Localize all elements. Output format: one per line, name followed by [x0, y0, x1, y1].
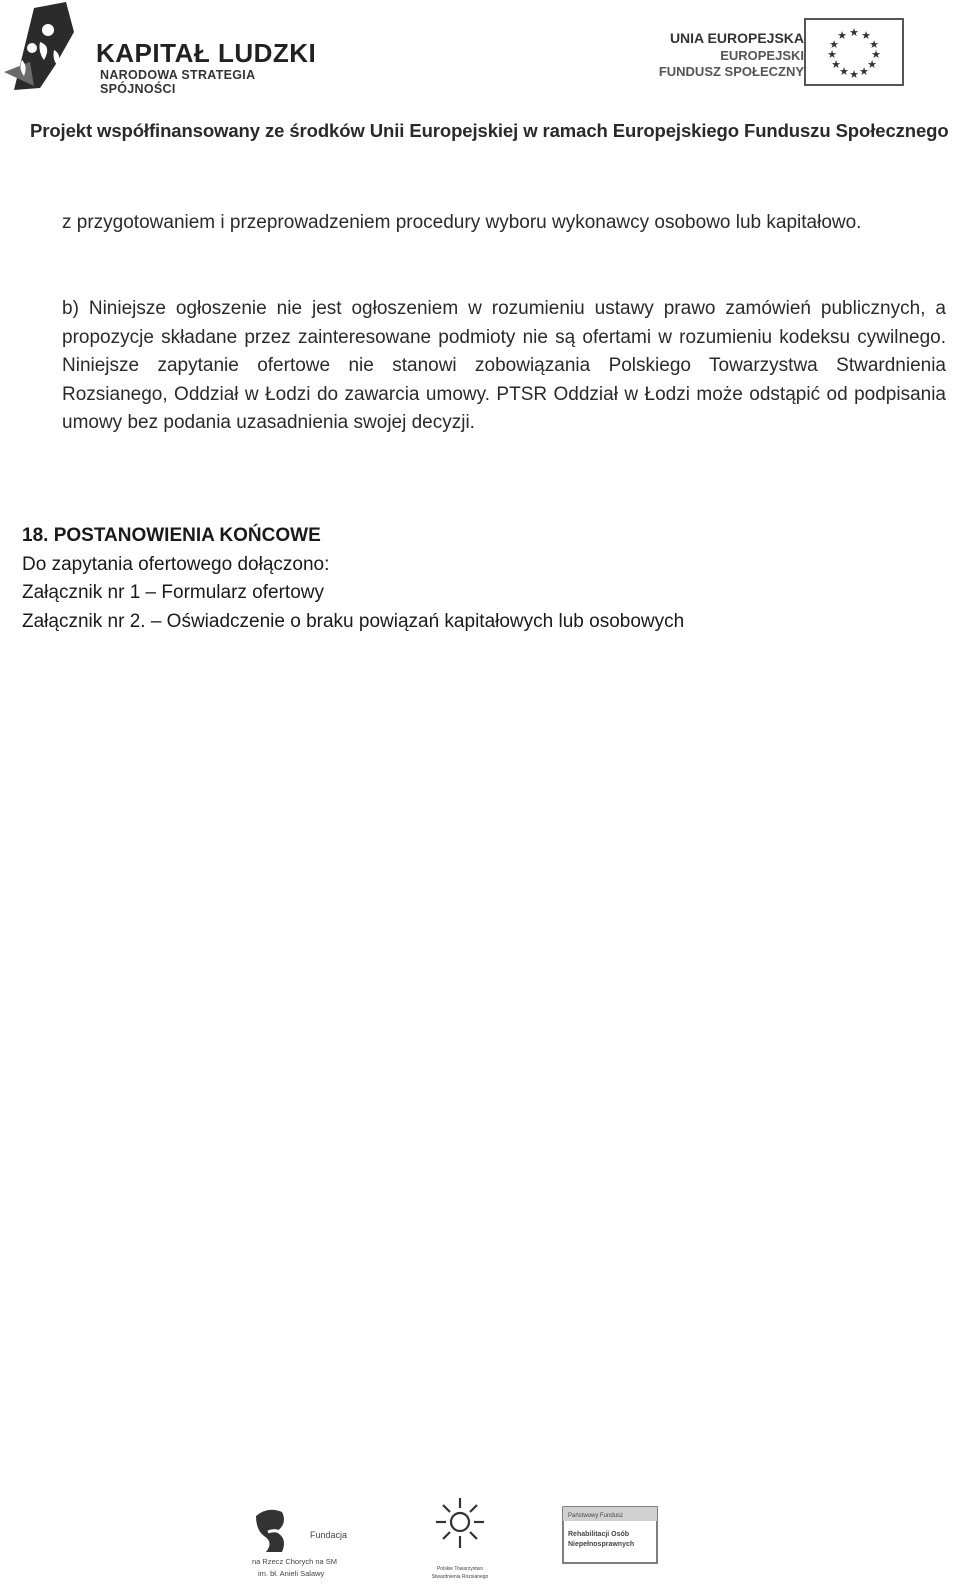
svg-text:★: ★ — [871, 48, 881, 61]
svg-text:★: ★ — [861, 29, 871, 42]
footer-logo1-line3: im. bł. Anieli Salawy — [258, 1569, 325, 1578]
svg-text:★: ★ — [837, 29, 847, 42]
svg-text:★: ★ — [829, 38, 839, 51]
document-footer — [0, 1490, 960, 1593]
svg-text:★: ★ — [849, 26, 859, 39]
svg-text:★: ★ — [849, 68, 859, 81]
ptsr-logo — [430, 1494, 490, 1586]
kapital-ludzki-subtitle: NARODOWA STRATEGIA SPÓJNOŚCI — [100, 68, 255, 96]
footer-logo2-line1: Polskie Towarzystwo — [436, 1566, 484, 1572]
pfron-logo — [562, 1506, 658, 1564]
section-final-provisions — [22, 522, 922, 636]
svg-text:★: ★ — [869, 38, 879, 51]
kapital-ludzki-title: KAPITAŁ LUDZKI — [96, 38, 317, 68]
svg-text:★: ★ — [827, 48, 837, 61]
footer-logo1-line2: na Rzecz Chorych na SM — [252, 1557, 338, 1566]
attachment-1: Załącznik nr 1 – Formularz ofertowy — [22, 582, 324, 604]
svg-text:★: ★ — [839, 65, 849, 78]
footer-logo3-line3: Niepełnosprawnych — [568, 1541, 635, 1548]
footer-logo1-line1: Fundacja — [310, 1530, 348, 1540]
kapital-ludzki-emblem-icon — [4, 2, 94, 94]
svg-text:★: ★ — [831, 58, 841, 71]
document-header — [0, 0, 960, 160]
footer-logo2-line2: Stwardnienia Rozsianego — [431, 1574, 489, 1580]
ptsr-sun-icon — [436, 1498, 484, 1548]
svg-text:★: ★ — [859, 65, 869, 78]
svg-text:★: ★ — [867, 58, 877, 71]
section-heading: 18. POSTANOWIENIA KOŃCOWE — [22, 525, 321, 546]
eu-logo — [658, 18, 940, 90]
paragraph-b-disclaimer: b) Niniejsze ogłoszenie nie jest ogłoszeniem w rozumieniu ustawy prawo zamówień publicznych, a propozycje składane przez zainteresowane podmioty nie są ofertami w rozumieniu kodeksu cywilnego. Niniejsze zapytanie ofertowe nie stanowi zobowiązania Polskiego Towarzystwa Stwardnienia Rozsianego, Oddział w Łodzi do zawarcia umowy. PTSR Oddział w Łodzi może odstąpić od podpisania umowy bez podania uzasadnienia swojej decyzji. — [62, 298, 946, 434]
eu-flag-icon — [804, 18, 904, 86]
attachment-2: Załącznik nr 2. – Oświadczenie o braku powiązań kapitałowych lub osobowych — [22, 610, 685, 632]
eu-line-2: EUROPEJSKI — [720, 48, 804, 63]
attachments-intro: Do zapytania ofertowego dołączono: — [22, 553, 330, 575]
footer-logo3-line1: Państwowy Fundusz — [568, 1513, 624, 1519]
footer-logo3-line2: Rehabilitacji Osób — [568, 1531, 630, 1538]
project-cofinancing-line: Projekt współfinansowany ze środków Unii Europejskiej w ramach Europejskiego Funduszu Społecznego — [30, 120, 949, 141]
eu-line-1: UNIA EUROPEJSKA — [669, 30, 804, 46]
fundacja-sm-logo — [248, 1502, 358, 1582]
paragraph-procedure: z przygotowaniem i przeprowadzeniem procedury wyboru wykonawcy osobowo lub kapitałowo. — [62, 212, 862, 233]
eu-line-3: FUNDUSZ SPOŁECZNY — [658, 64, 804, 79]
kapital-ludzki-logo — [4, 2, 324, 94]
